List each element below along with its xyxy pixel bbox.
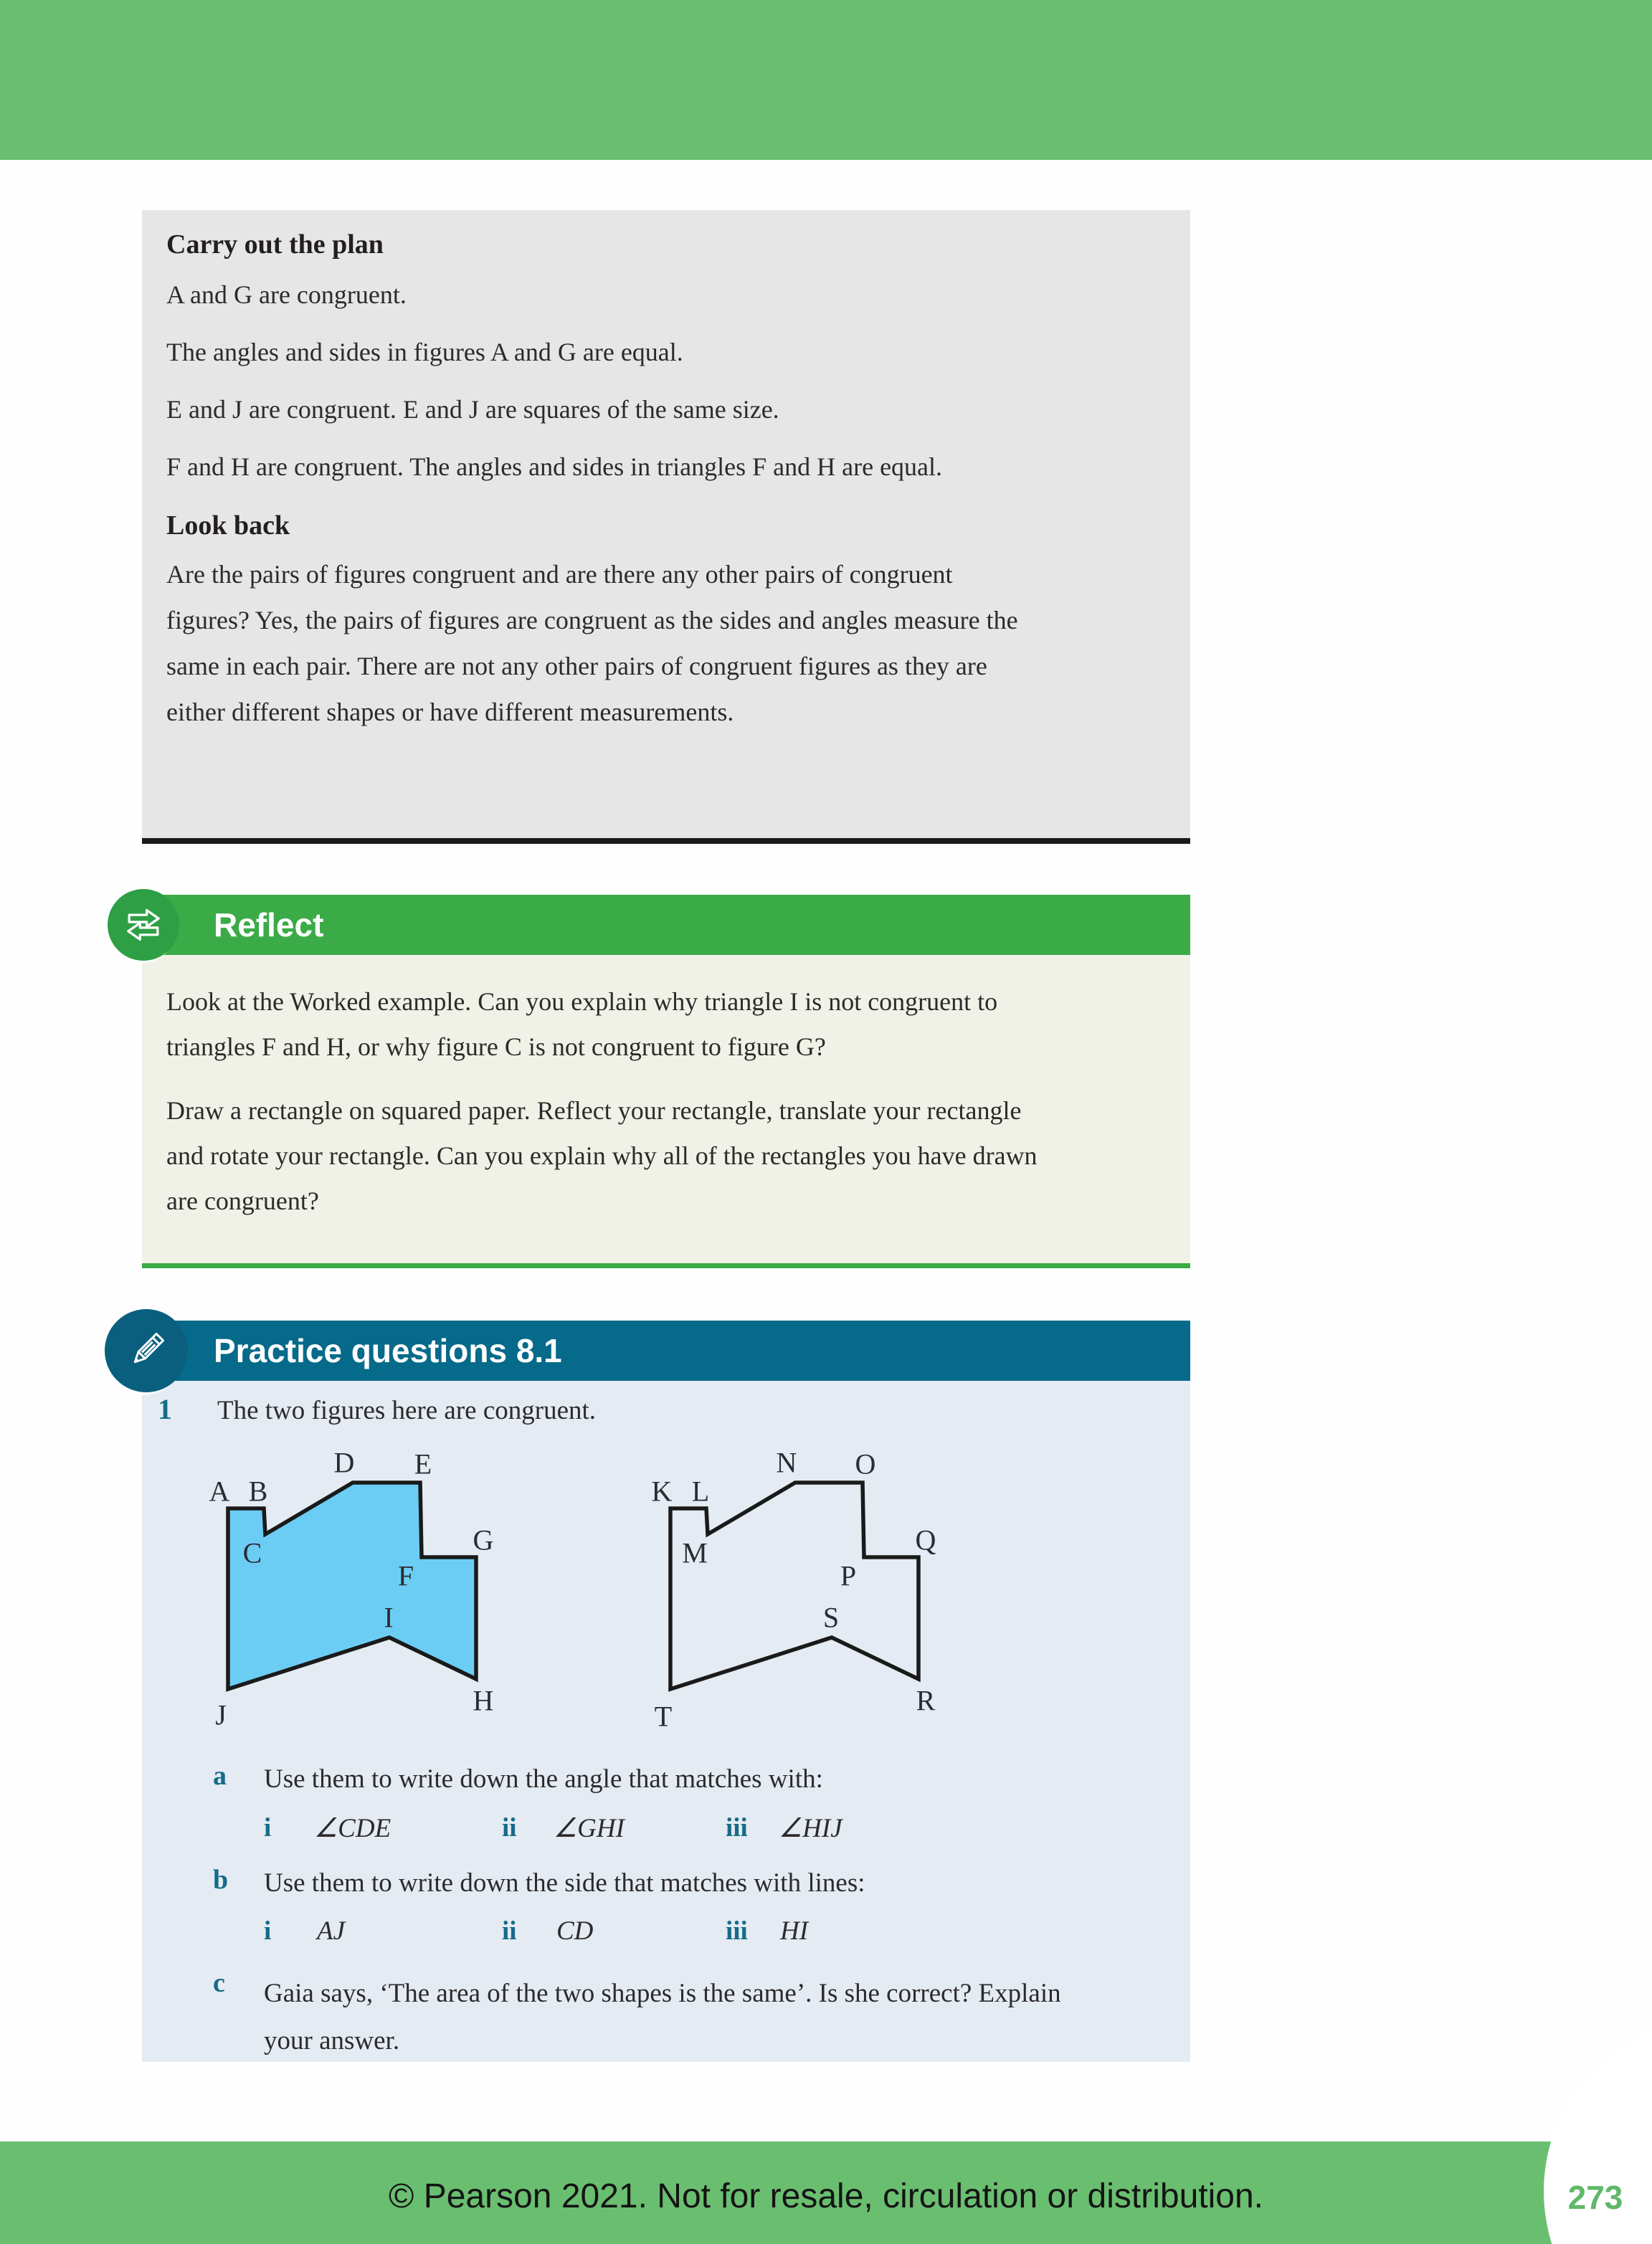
top-decoration-band bbox=[0, 0, 1652, 160]
figure-right-shape bbox=[670, 1483, 918, 1689]
reflect-arrows-icon bbox=[120, 901, 167, 949]
vertex-label-f: F bbox=[397, 1559, 414, 1592]
vertex-label-e: E bbox=[414, 1447, 432, 1480]
part-b-item-iii-text: HI bbox=[780, 1916, 809, 1946]
worked-example-paragraph: F and H are congruent. The angles and sides in triangles F and H are equal. bbox=[166, 452, 943, 481]
part-c-label: c bbox=[213, 1968, 225, 1998]
look-back-paragraph: Are the pairs of figures congruent and are there any other pairs of congruent figures? Yes, the pairs of figures are congruent as the sides and angles measure the same in each pair. There are not any other pairs of congruent figures as they are either different shapes or have different measurements. bbox=[166, 560, 1018, 726]
worked-example-paragraph: A and G are congruent. bbox=[166, 280, 407, 309]
footer-copyright: © Pearson 2021. Not for resale, circulation or distribution. bbox=[389, 2177, 1263, 2215]
part-a-text: Use them to write down the angle that matches with: bbox=[264, 1764, 823, 1794]
vertex-label-p: P bbox=[840, 1559, 857, 1592]
reflect-header-bar bbox=[142, 895, 1190, 955]
part-b-item-iii-label: iii bbox=[726, 1916, 748, 1946]
reflect-paragraph: Look at the Worked example. Can you explain why triangle I is not congruent to triangles F and H, or why figure C is not congruent to figure G? bbox=[166, 987, 998, 1061]
vertex-label-h: H bbox=[473, 1684, 494, 1717]
part-b-label: b bbox=[213, 1865, 229, 1895]
part-a-item-i-label: i bbox=[264, 1813, 272, 1843]
part-b-item-ii-label: ii bbox=[502, 1916, 517, 1946]
pencil-icon bbox=[120, 1324, 173, 1377]
vertex-label-s: S bbox=[822, 1601, 840, 1634]
worked-example-paragraph: E and J are congruent. E and J are squares of the same size. bbox=[166, 395, 779, 424]
figure-left-shape bbox=[228, 1483, 476, 1689]
part-a-item-ii-label: ii bbox=[502, 1813, 517, 1843]
practice-title: Practice questions 8.1 bbox=[214, 1332, 562, 1369]
practice-header-bar bbox=[142, 1321, 1190, 1381]
page-number: 273 bbox=[1567, 2179, 1623, 2216]
vertex-label-t: T bbox=[654, 1700, 673, 1733]
reflect-badge bbox=[108, 889, 179, 961]
vertex-label-q: Q bbox=[915, 1523, 936, 1556]
vertex-label-b: B bbox=[248, 1475, 268, 1508]
part-a-label: a bbox=[213, 1761, 227, 1791]
part-b-text: Use them to write down the side that matches with lines: bbox=[264, 1868, 865, 1898]
vertex-label-m: M bbox=[682, 1536, 708, 1569]
reflect-paragraph: Draw a rectangle on squared paper. Reflect your rectangle, translate your rectangle and rotate your rectangle. Can you explain why all of the rectangles you have drawn are congruent? bbox=[166, 1096, 1038, 1215]
part-b-item-ii-text: CD bbox=[556, 1916, 594, 1946]
part-b-item-i-text: AJ bbox=[317, 1916, 346, 1946]
worked-example-paragraph: The angles and sides in figures A and G are equal. bbox=[166, 338, 683, 366]
part-a-item-ii-text: ∠GHI bbox=[554, 1814, 625, 1843]
part-a-item-iii-text: ∠HIJ bbox=[779, 1814, 842, 1843]
vertex-label-k: K bbox=[651, 1475, 673, 1508]
part-a-item-iii-label: iii bbox=[726, 1813, 748, 1843]
reflect-body bbox=[142, 955, 1190, 1268]
part-c-text: Gaia says, ‘The area of the two shapes is the same’. Is she correct? Explain your answer. bbox=[264, 1979, 1061, 2055]
vertex-label-g: G bbox=[473, 1523, 494, 1556]
vertex-label-r: R bbox=[916, 1684, 936, 1717]
vertex-label-c: C bbox=[242, 1536, 262, 1569]
vertex-label-n: N bbox=[776, 1446, 797, 1479]
vertex-label-j: J bbox=[215, 1698, 227, 1731]
vertex-label-l: L bbox=[691, 1475, 710, 1508]
vertex-label-o: O bbox=[855, 1447, 876, 1480]
practice-badge bbox=[105, 1309, 188, 1392]
vertex-label-i: I bbox=[384, 1601, 394, 1634]
question-1-text: The two figures here are congruent. bbox=[217, 1396, 597, 1425]
worked-example-box bbox=[142, 210, 1190, 844]
look-back-heading: Look back bbox=[166, 510, 290, 541]
part-b-item-i-label: i bbox=[264, 1916, 272, 1946]
vertex-label-d: D bbox=[333, 1446, 355, 1479]
reflect-title: Reflect bbox=[214, 906, 324, 943]
congruent-figures-diagram bbox=[201, 1448, 946, 1721]
question-1-number: 1 bbox=[158, 1393, 172, 1425]
carry-out-heading: Carry out the plan bbox=[166, 229, 384, 260]
part-a-item-i-text: ∠CDE bbox=[314, 1814, 391, 1843]
vertex-label-a: A bbox=[209, 1475, 230, 1508]
